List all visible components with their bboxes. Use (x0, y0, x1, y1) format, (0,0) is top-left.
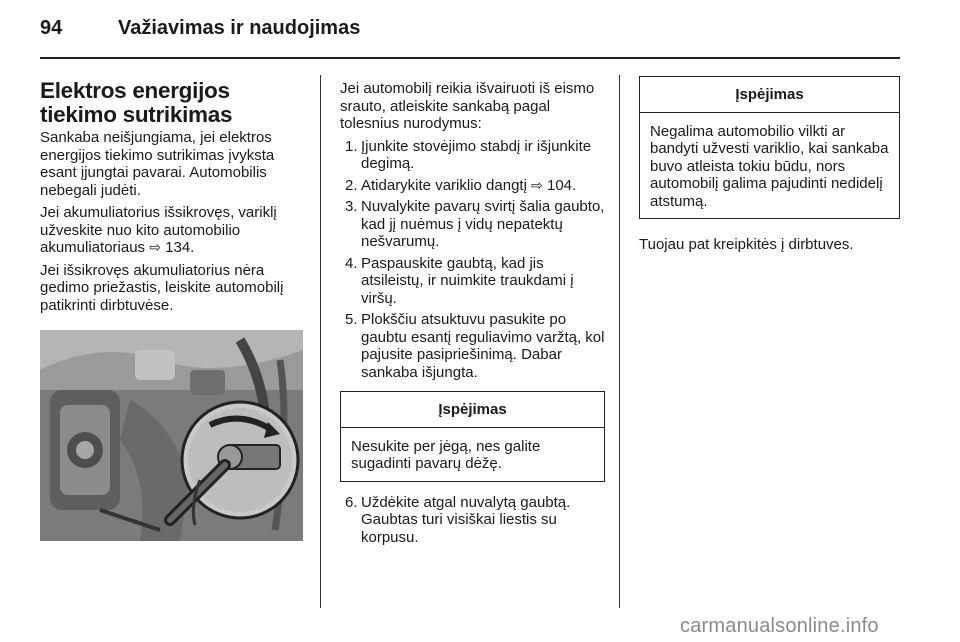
warning-title: Įspėjimas (341, 392, 604, 428)
steps-list-continued (340, 494, 605, 547)
column-divider-left (320, 75, 321, 608)
watermark: carmanualsonline.info (680, 615, 879, 637)
paragraph-1: Sankaba neišjungiama, jei elektros energijos tiekimo sutrikimas įvyksta esant įjungtai pavarai. Automobilis nebegali judėti. (40, 129, 275, 199)
warning-title: Įspėjimas (640, 77, 899, 113)
warning-box (639, 76, 900, 219)
warning-text: Nesukite per jėgą, nes galite sugadinti pavarų dėžę. (351, 437, 541, 472)
page-ref-icon: ⇨ (149, 239, 161, 255)
list-item: 6. Uždėkite atgal nuvalytą gaubtą. Gaubtas turi visiškai liestis su korpusu. (345, 493, 571, 546)
page-number: 94 (40, 17, 63, 39)
header-rule (40, 57, 900, 59)
list-item: 4. Paspauskite gaubtą, kad jis atsileistų, ir nuimkite traukdami į viršų. (345, 254, 574, 307)
warning-box (340, 391, 605, 482)
left-column (40, 79, 308, 319)
paragraph-2: Jei akumuliatorius išsikrovęs, variklį užveskite nuo kito automobilio akumuliatoriaus ⇨ 134. (40, 204, 277, 256)
section-title: Važiavimas ir naudojimas (118, 17, 361, 39)
list-item: 1. Įjunkite stovėjimo stabdį ir išjunkite degimą. (345, 137, 592, 172)
list-item: 3. Nuvalykite pavarų svirtį šalia gaubto, kad jį nuėmus į vidų nepatektų nešvarumų. (345, 198, 605, 250)
closing-text: Tuojau pat kreipkitės į dirbtuves. (639, 236, 854, 253)
engine-illustration (40, 330, 303, 541)
intro-text: Jei automobilį reikia išvairuoti iš eismo srauto, atleiskite sankabą pagal tolesnius nurodymus: (340, 80, 595, 132)
page-ref-icon: ⇨ (531, 176, 543, 193)
list-item: 5. Plokščiu atsuktuvu pasukite po gaubtu esantį reguliavimo varžtą, kol pajusite pasipriešinimą. Dabar sankaba išjungta. (345, 311, 605, 381)
middle-column (340, 80, 605, 550)
list-item: 2. Atidarykite variklio dangtį ⇨ 104. (345, 176, 577, 194)
paragraph-3: Jei išsikrovęs akumuliatorius nėra gedimo priežastis, leiskite automobilį patikrinti dirbtuvėse. (40, 261, 284, 314)
section-heading: Elektros energijos tiekimo sutrikimas (40, 78, 233, 127)
right-column (639, 76, 900, 259)
column-divider-right (619, 75, 620, 608)
steps-list (340, 138, 605, 382)
warning-text: Negalima automobilio vilkti ar bandyti užvesti variklio, kai sankaba buvo atleista tokiu būdu, nors automobilį galima pajudinti nedidelį atstumą. (650, 122, 889, 210)
